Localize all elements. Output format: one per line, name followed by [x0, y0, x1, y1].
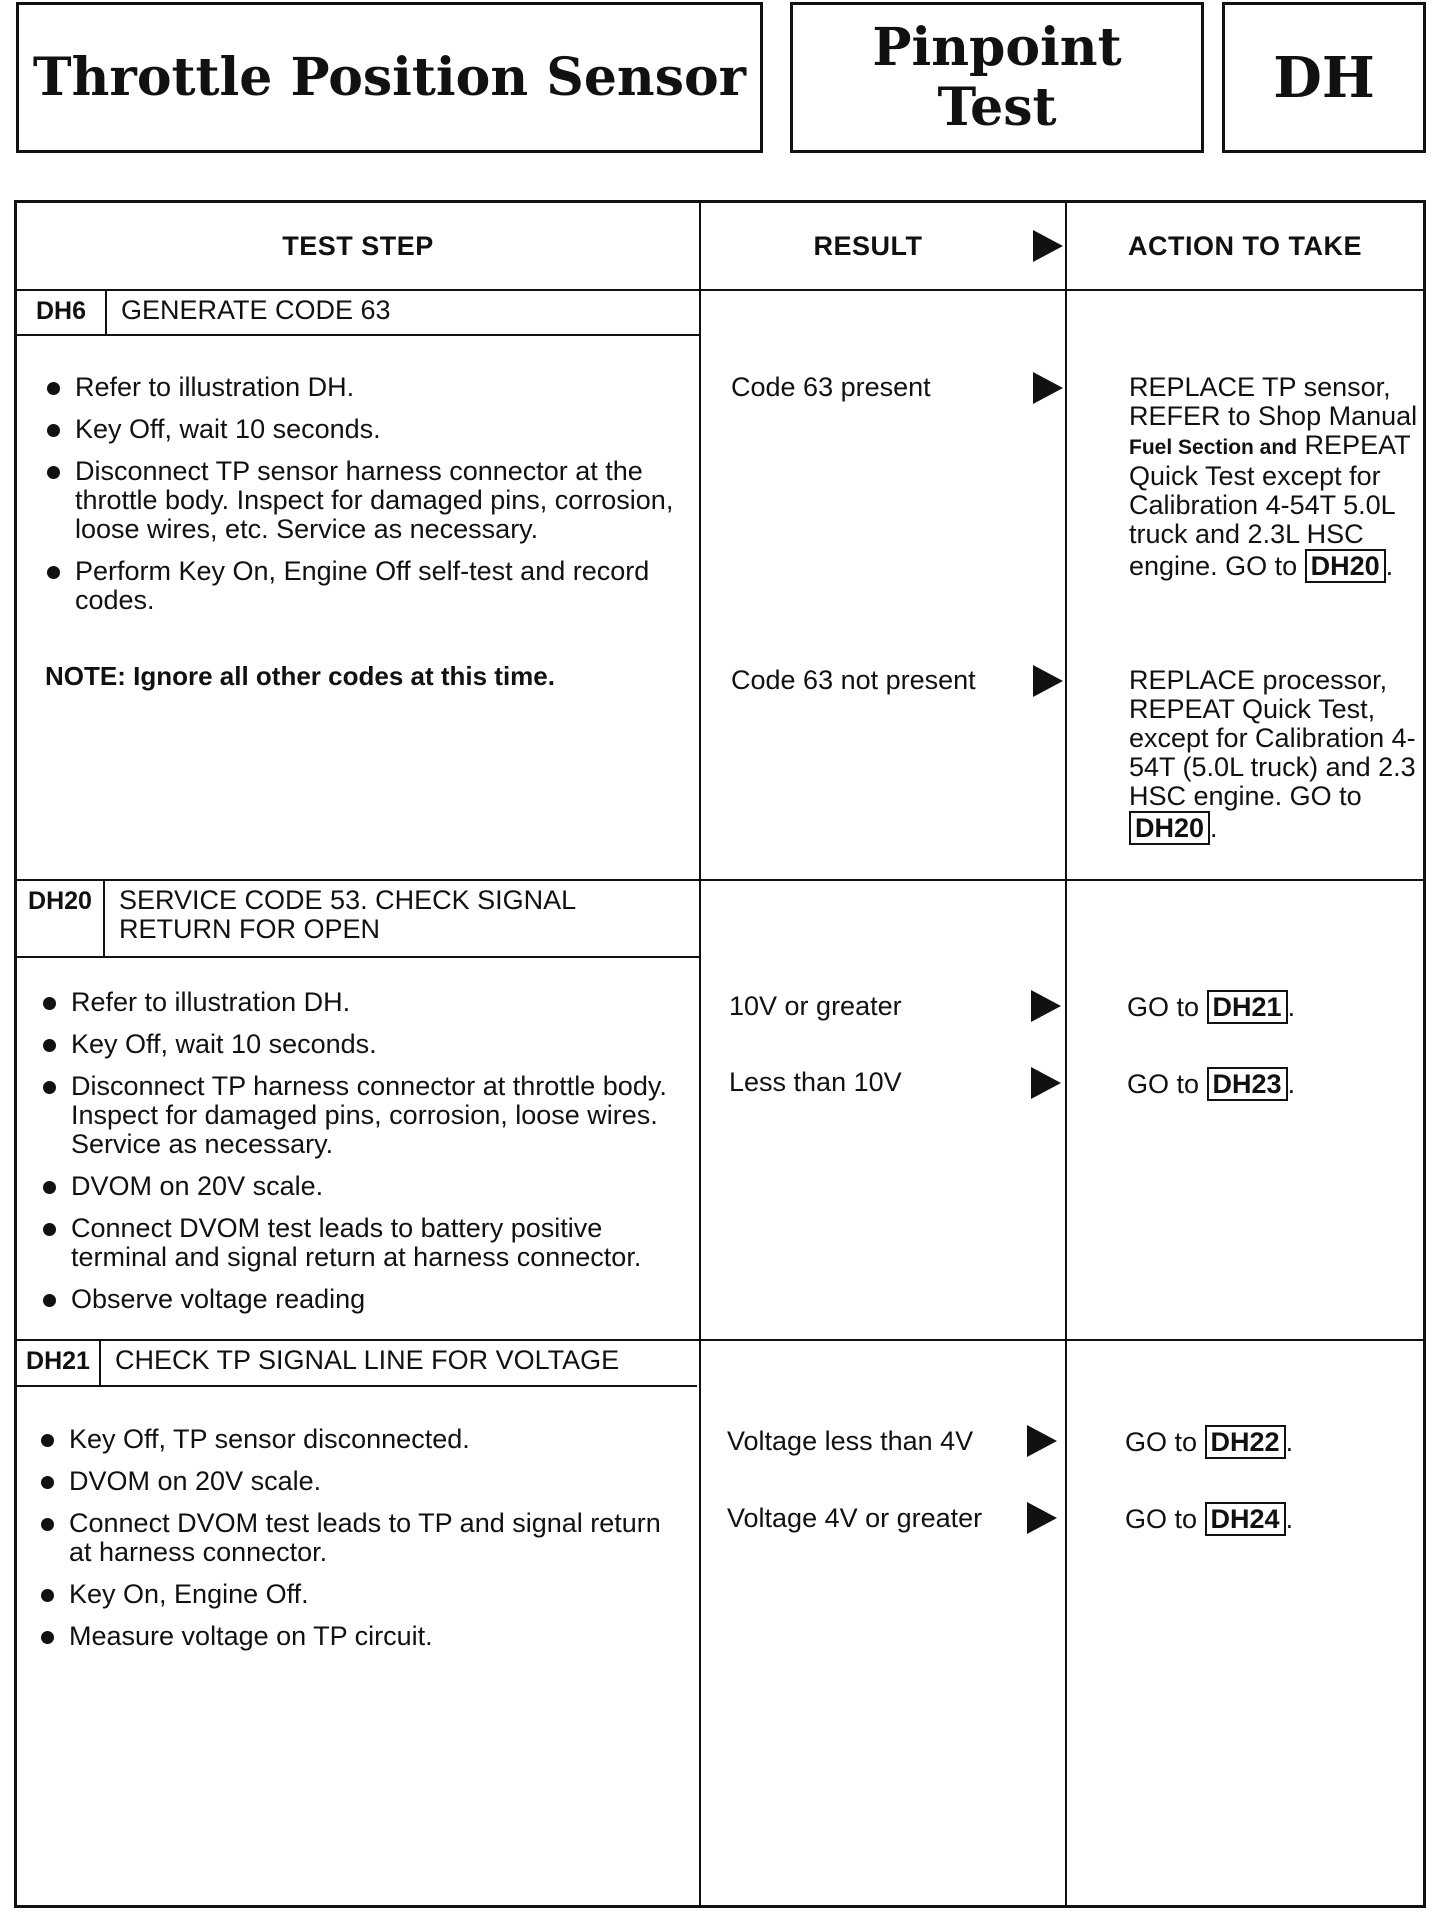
- action-text-part: GO to: [1125, 1504, 1198, 1534]
- list-item: Observe voltage reading: [41, 1285, 689, 1314]
- step-reference: DH21: [1207, 990, 1288, 1024]
- list-item: Key On, Engine Off.: [39, 1580, 679, 1609]
- column-header-result: RESULT: [813, 230, 923, 261]
- step-instructions: [41, 988, 689, 1327]
- arrow-icon: [1033, 230, 1063, 262]
- page-title: [16, 2, 763, 153]
- list-item: Refer to illustration DH.: [41, 988, 689, 1017]
- list-item: Measure voltage on TP circuit.: [39, 1622, 679, 1651]
- step-reference: DH23: [1207, 1067, 1288, 1101]
- column-header-test-step: TEST STEP: [282, 230, 434, 261]
- list-item: Perform Key On, Engine Off self-test and record codes.: [45, 557, 685, 615]
- arrow-icon: [1033, 665, 1063, 697]
- result-label: Less than 10V: [729, 1067, 902, 1097]
- result-label: Voltage less than 4V: [727, 1426, 974, 1456]
- action-text: GO to DH24 .: [1125, 1504, 1294, 1534]
- list-item: Disconnect TP harness connector at throttle body. Inspect for damaged pins, corrosion, loose wires. Service as necessary.: [41, 1072, 689, 1159]
- result-label: Code 63 not present: [731, 665, 976, 695]
- action-text-part: REPEAT Quick Test except for Calibration 4-54T 5.0L truck and 2.3L HSC engine. GO to: [1129, 430, 1411, 581]
- action-text: GO to DH22 .: [1125, 1427, 1294, 1457]
- action-text: REPLACE processor, REPEAT Quick Test, except for Calibration 4-54T (5.0L truck) and 2.3 HSC engine. GO to DH20 .: [1129, 665, 1416, 843]
- action-text: GO to DH23 .: [1127, 1069, 1296, 1099]
- action-text-part: GO to: [1127, 1069, 1200, 1099]
- step-reference: DH20: [1305, 549, 1386, 583]
- title-text: Throttle Position Sensor: [32, 47, 747, 108]
- list-item: Key Off, wait 10 seconds.: [41, 1030, 689, 1059]
- step-instructions: [39, 1425, 679, 1664]
- arrow-icon: [1027, 1425, 1057, 1457]
- list-item: Disconnect TP sensor harness connector at the throttle body. Inspect for damaged pins, corrosion, loose wires, etc. Service as necessary.: [45, 457, 685, 544]
- result-label: 10V or greater: [729, 991, 902, 1021]
- step-title: SERVICE CODE 53. CHECK SIGNAL RETURN FOR OPEN: [119, 885, 576, 944]
- action-text-part: GO to: [1125, 1427, 1198, 1457]
- step-header-dh6: [17, 291, 701, 336]
- step-code: DH21: [17, 1341, 101, 1385]
- column-divider: [1065, 203, 1067, 1905]
- step-code: DH20: [17, 881, 105, 956]
- step-instructions: [45, 373, 685, 628]
- step-title: GENERATE CODE 63: [121, 295, 391, 325]
- step-title: CHECK TP SIGNAL LINE FOR VOLTAGE: [115, 1345, 620, 1375]
- test-code-box: [1222, 2, 1426, 153]
- test-table: [14, 200, 1426, 1908]
- pinpoint-test-box: [790, 2, 1204, 153]
- list-item: DVOM on 20V scale.: [39, 1467, 679, 1496]
- action-small-text: Fuel Section and: [1129, 436, 1298, 459]
- step-header-dh20: [17, 881, 701, 958]
- arrow-icon: [1031, 990, 1061, 1022]
- step-reference: DH24: [1205, 1502, 1286, 1536]
- step-header-dh21: [17, 1341, 697, 1387]
- arrow-icon: [1031, 1067, 1061, 1099]
- list-item: Key Off, wait 10 seconds.: [45, 415, 685, 444]
- list-item: Connect DVOM test leads to TP and signal return at harness connector.: [39, 1509, 679, 1567]
- step-note: NOTE: Ignore all other codes at this time.: [45, 661, 555, 691]
- step-reference: DH20: [1129, 811, 1210, 845]
- pinpoint-text: Pinpoint Test: [872, 16, 1122, 138]
- action-text-part: GO to: [1127, 992, 1200, 1022]
- action-text-part: REPLACE TP sensor, REFER to Shop Manual: [1129, 372, 1418, 431]
- action-text-part: REPLACE processor, REPEAT Quick Test, except for Calibration 4-54T (5.0L truck) and 2.3 HSC engine. GO to: [1129, 665, 1416, 811]
- step-reference: DH22: [1205, 1425, 1286, 1459]
- column-header-action: ACTION TO TAKE: [1128, 230, 1362, 261]
- column-divider: [699, 203, 701, 1905]
- result-label: Voltage 4V or greater: [727, 1503, 983, 1533]
- list-item: Connect DVOM test leads to battery positive terminal and signal return at harness connector.: [41, 1214, 689, 1272]
- arrow-icon: [1033, 372, 1063, 404]
- step-code: DH6: [17, 291, 107, 334]
- action-text: GO to DH21 .: [1127, 992, 1296, 1022]
- list-item: DVOM on 20V scale.: [41, 1172, 689, 1201]
- arrow-icon: [1027, 1502, 1057, 1534]
- list-item: Key Off, TP sensor disconnected.: [39, 1425, 679, 1454]
- test-code-text: DH: [1273, 44, 1375, 111]
- result-label: Code 63 present: [731, 372, 931, 402]
- action-text: REPLACE TP sensor, REFER to Shop Manual Fuel Section and REPEAT Quick Test except for Calibration 4-54T 5.0L truck and 2.3L HSC engine. GO to DH20 .: [1129, 372, 1418, 581]
- list-item: Refer to illustration DH.: [45, 373, 685, 402]
